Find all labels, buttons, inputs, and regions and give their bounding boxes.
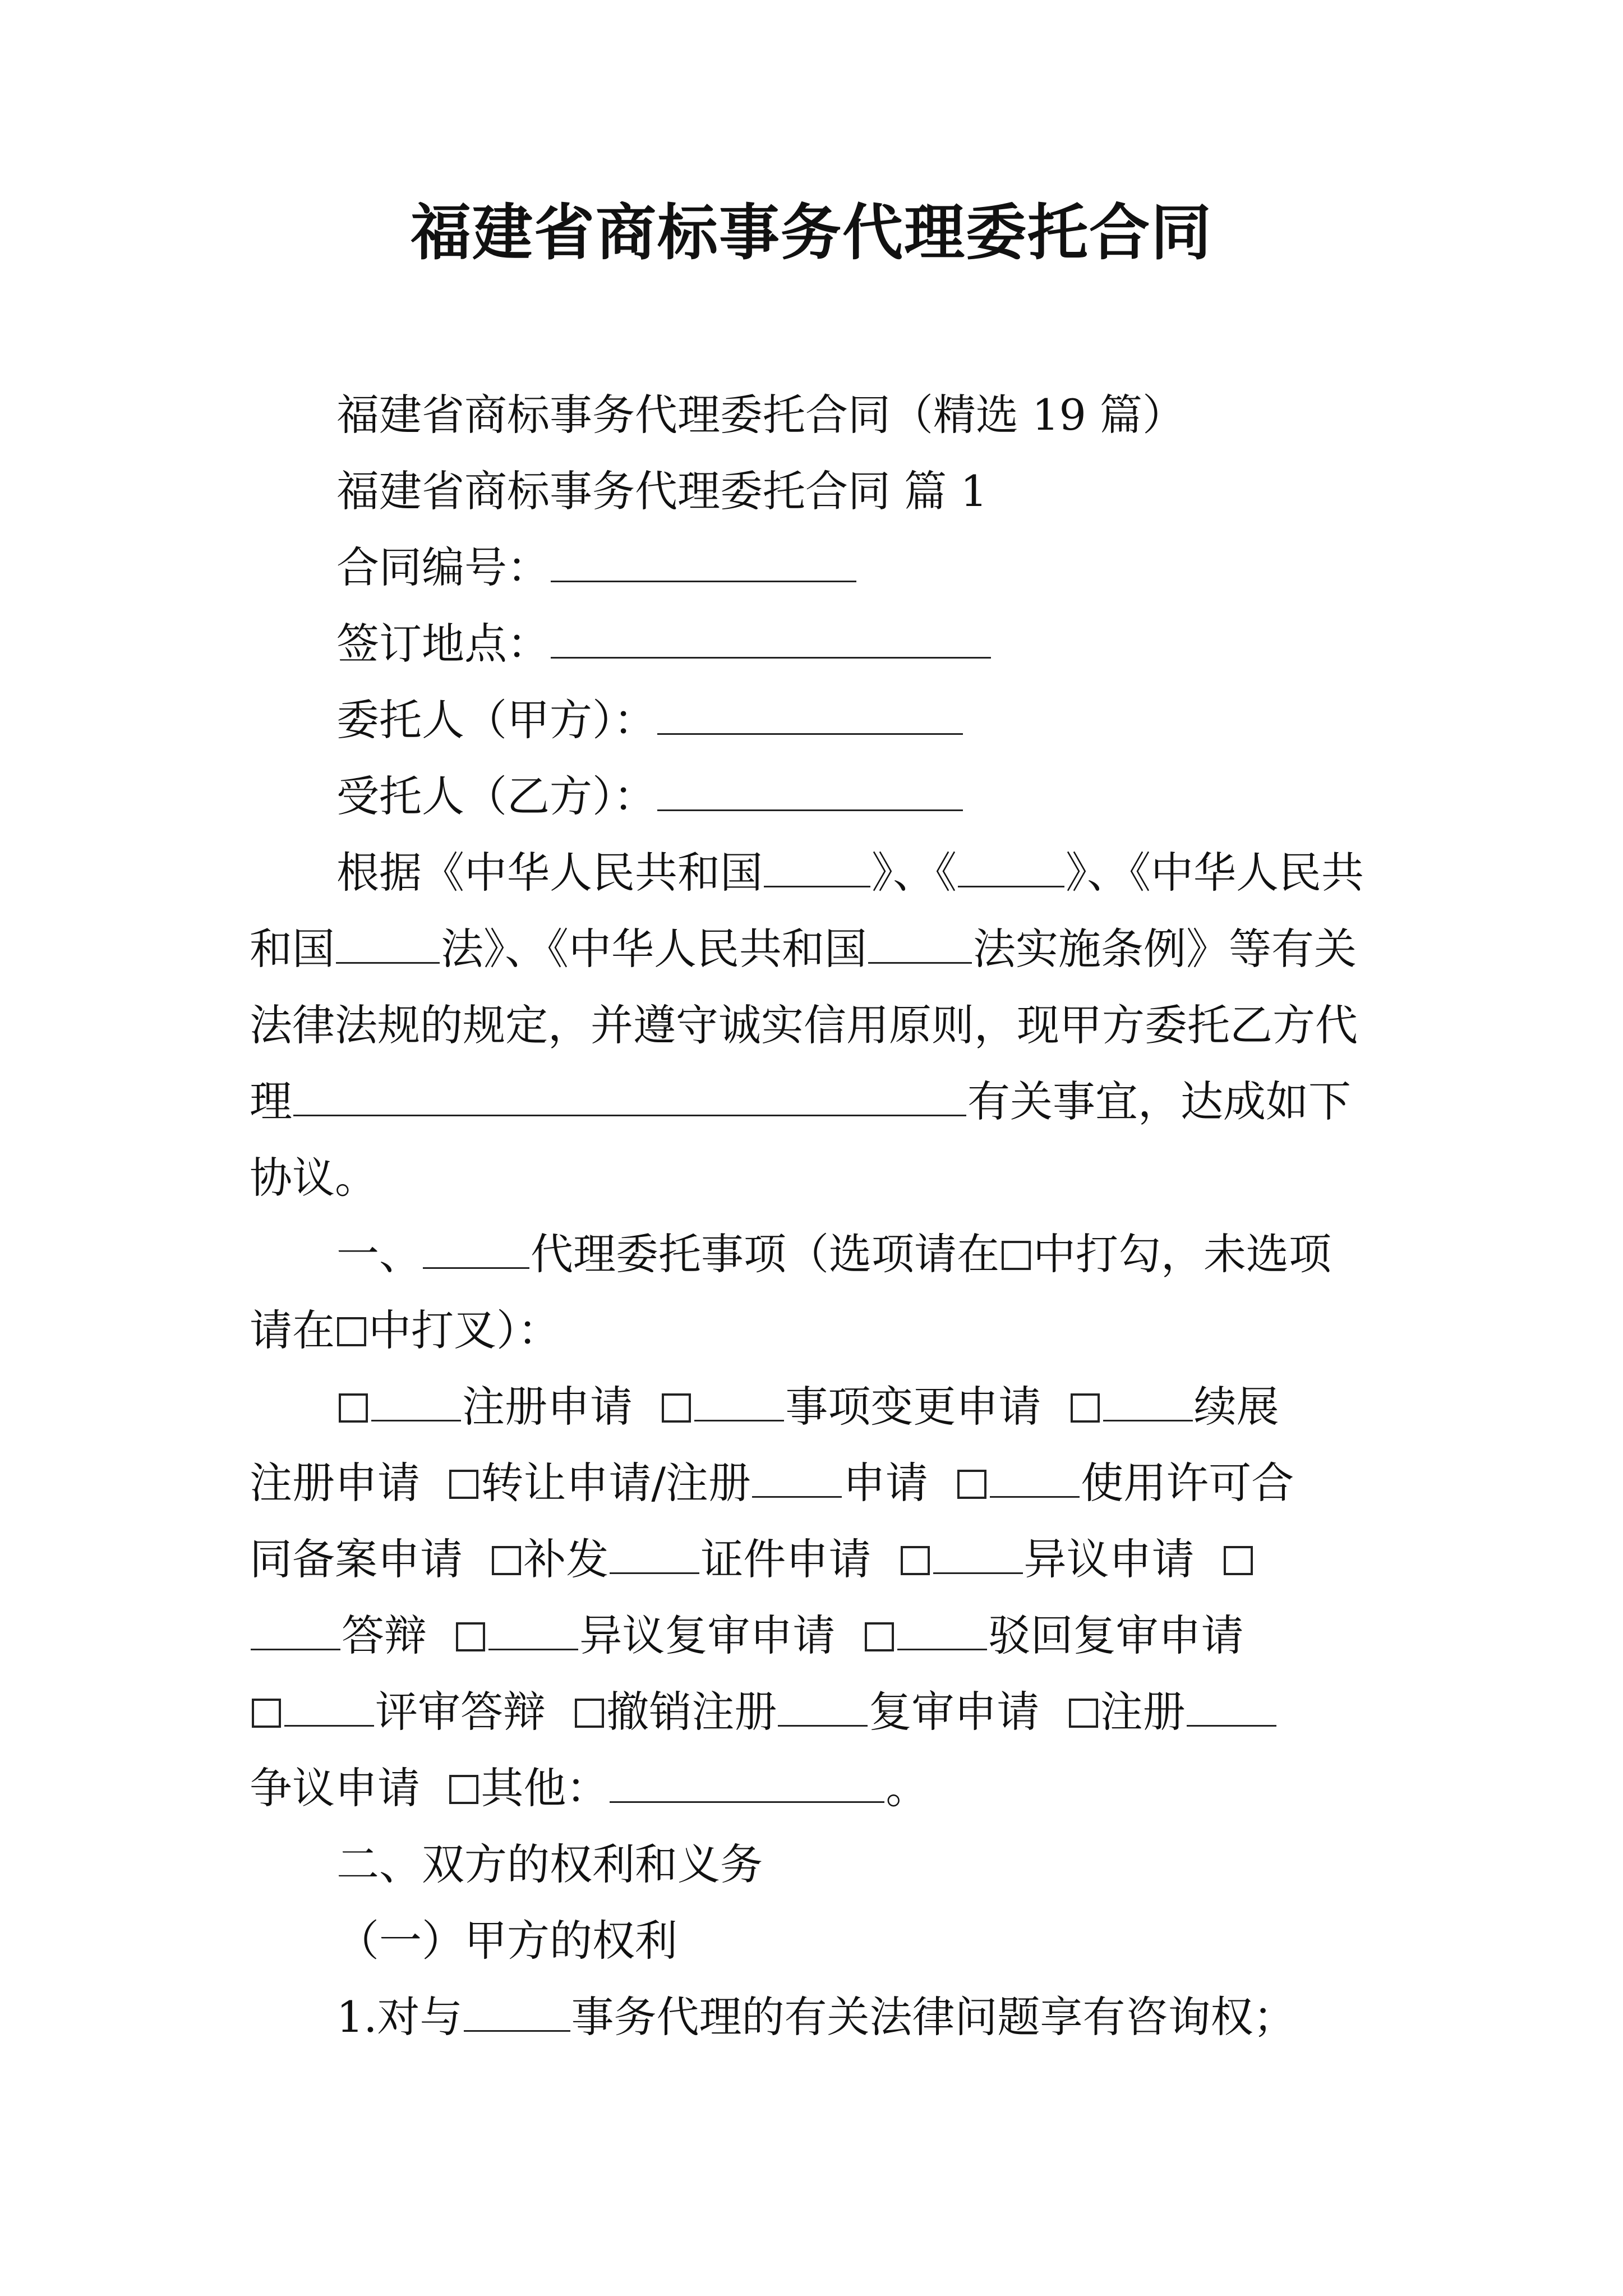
- option-label: 注册申请: [250, 1458, 420, 1508]
- option-label: 异议申请: [1023, 1534, 1195, 1584]
- option-label: 转让申请/注册: [481, 1458, 751, 1508]
- text-run: 法实施条例》等有关: [973, 924, 1357, 974]
- options-line-2: [250, 1455, 1294, 1511]
- blank: [752, 1496, 842, 1498]
- text-run: 根据《中华人民共和国: [336, 848, 763, 898]
- option-label: 续展: [1193, 1382, 1279, 1432]
- blank: [423, 1267, 529, 1269]
- agent-party-b-blank: [657, 809, 963, 811]
- option-label: 评审答辩: [375, 1687, 546, 1737]
- checkbox-icon: [337, 1317, 366, 1346]
- text-run: 和国: [250, 924, 335, 974]
- option-label: 答辩: [342, 1611, 427, 1660]
- blank: [1103, 1419, 1193, 1421]
- option-label: 注册: [1100, 1687, 1186, 1737]
- checkbox-icon[interactable]: [957, 1470, 986, 1499]
- option-label: 补发: [523, 1534, 609, 1584]
- option-label: 事项变更申请: [785, 1382, 1041, 1432]
- text-run: 一、: [336, 1229, 422, 1279]
- checkbox-icon: [1002, 1241, 1031, 1270]
- text-run: 。: [886, 1763, 929, 1813]
- checkbox-icon[interactable]: [575, 1699, 604, 1728]
- text-run: 1.对与: [336, 1992, 463, 2042]
- text-run: 》、《: [872, 848, 957, 898]
- checkbox-icon[interactable]: [865, 1622, 894, 1651]
- option-label: 驳回复审申请: [988, 1611, 1244, 1660]
- signing-place-blank: [551, 656, 991, 659]
- section-2-heading: 二、双方的权利和义务: [336, 1839, 763, 1889]
- checkbox-icon[interactable]: [901, 1546, 930, 1575]
- text-run: 》、《中华人民共: [1066, 848, 1364, 898]
- section-1-line-2: [250, 1303, 560, 1359]
- options-line-6: [250, 1760, 928, 1816]
- text-run: 理: [250, 1076, 292, 1126]
- paragraph-1-line-5: 协议。: [250, 1153, 377, 1203]
- option-label: 其他：: [481, 1763, 609, 1813]
- blank: [293, 1114, 966, 1116]
- blank: [868, 961, 972, 964]
- option-label: 注册申请: [462, 1382, 633, 1432]
- blank: [778, 1724, 868, 1727]
- contract-number-blank: [551, 580, 856, 582]
- document-title: 福建省商标事务代理委托合同: [410, 197, 1212, 268]
- blank: [764, 885, 870, 887]
- option-label: 争议申请: [250, 1763, 420, 1813]
- text-run: 中打叉）：: [368, 1305, 560, 1355]
- option-label: 撤销注册: [606, 1687, 777, 1737]
- contract-number-label: 合同编号：: [336, 542, 550, 592]
- option-label: 申请: [842, 1458, 928, 1508]
- agent-party-b-label: 受托人（乙方）：: [336, 771, 656, 821]
- options-line-1: [336, 1379, 1279, 1435]
- section-1-line-1: [336, 1226, 1331, 1282]
- blank: [1187, 1724, 1276, 1727]
- option-label: 使用许可合: [1081, 1458, 1294, 1508]
- checkbox-icon[interactable]: [662, 1393, 691, 1423]
- other-blank: [610, 1801, 884, 1803]
- blank: [990, 1496, 1080, 1498]
- checkbox-icon[interactable]: [1071, 1393, 1100, 1423]
- paragraph-1-line-2: [250, 921, 1357, 977]
- paragraph-1-line-3: 法律法规的规定，并遵守诚实信用原则，现甲方委托乙方代: [250, 1000, 1358, 1050]
- subtitle-collection: 福建省商标事务代理委托合同（精选 19 篇）: [336, 390, 1186, 440]
- options-line-3: [250, 1531, 1255, 1588]
- text-run: 中打勾，未选项: [1033, 1229, 1331, 1279]
- client-party-a-blank: [657, 733, 963, 735]
- options-line-5: [250, 1684, 1278, 1740]
- checkbox-icon[interactable]: [449, 1775, 478, 1804]
- option-label: 同备案申请: [250, 1534, 463, 1584]
- text-run: 法》、《中华人民共和国: [441, 924, 867, 974]
- blank: [284, 1724, 374, 1727]
- checkbox-icon[interactable]: [456, 1622, 485, 1651]
- blank: [897, 1648, 987, 1650]
- section-2-item-1: [336, 1989, 1296, 2045]
- text-run: 代理委托事项（选项请在: [531, 1229, 999, 1279]
- section-2-sub-heading: （一）甲方的权利: [336, 1916, 677, 1966]
- checkbox-icon[interactable]: [252, 1699, 281, 1728]
- blank: [610, 1572, 699, 1574]
- signing-place-label: 签订地点：: [336, 619, 550, 669]
- checkbox-icon[interactable]: [492, 1546, 521, 1575]
- text-run: 事务代理的有关法律问题享有咨询权；: [571, 1992, 1296, 2042]
- blank: [958, 885, 1064, 887]
- checkbox-icon[interactable]: [339, 1393, 368, 1423]
- option-label: 异议复审申请: [579, 1611, 836, 1660]
- signing-place-line: [336, 616, 992, 672]
- checkbox-icon[interactable]: [1224, 1546, 1253, 1575]
- paragraph-1-line-1: [336, 845, 1364, 901]
- checkbox-icon[interactable]: [1069, 1699, 1098, 1728]
- option-label: 证件申请: [700, 1534, 872, 1584]
- checkbox-icon[interactable]: [449, 1470, 478, 1499]
- blank: [464, 2030, 570, 2032]
- blank: [933, 1572, 1023, 1574]
- text-run: 有关事宜，达成如下: [967, 1076, 1351, 1126]
- blank: [336, 961, 440, 964]
- client-party-a-label: 委托人（甲方）：: [336, 695, 656, 745]
- blank: [371, 1419, 461, 1421]
- blank: [251, 1648, 340, 1650]
- text-run: 请在: [250, 1305, 335, 1355]
- blank: [694, 1419, 784, 1421]
- agent-party-b-line: [336, 769, 964, 825]
- blank: [488, 1648, 578, 1650]
- options-line-4: [250, 1608, 1244, 1664]
- contract-number-line: [336, 540, 857, 596]
- client-party-a-line: [336, 692, 964, 748]
- paragraph-1-line-4: [250, 1074, 1351, 1130]
- option-label: 复审申请: [869, 1687, 1040, 1737]
- subtitle-article-1: 福建省商标事务代理委托合同 篇 1: [336, 466, 988, 516]
